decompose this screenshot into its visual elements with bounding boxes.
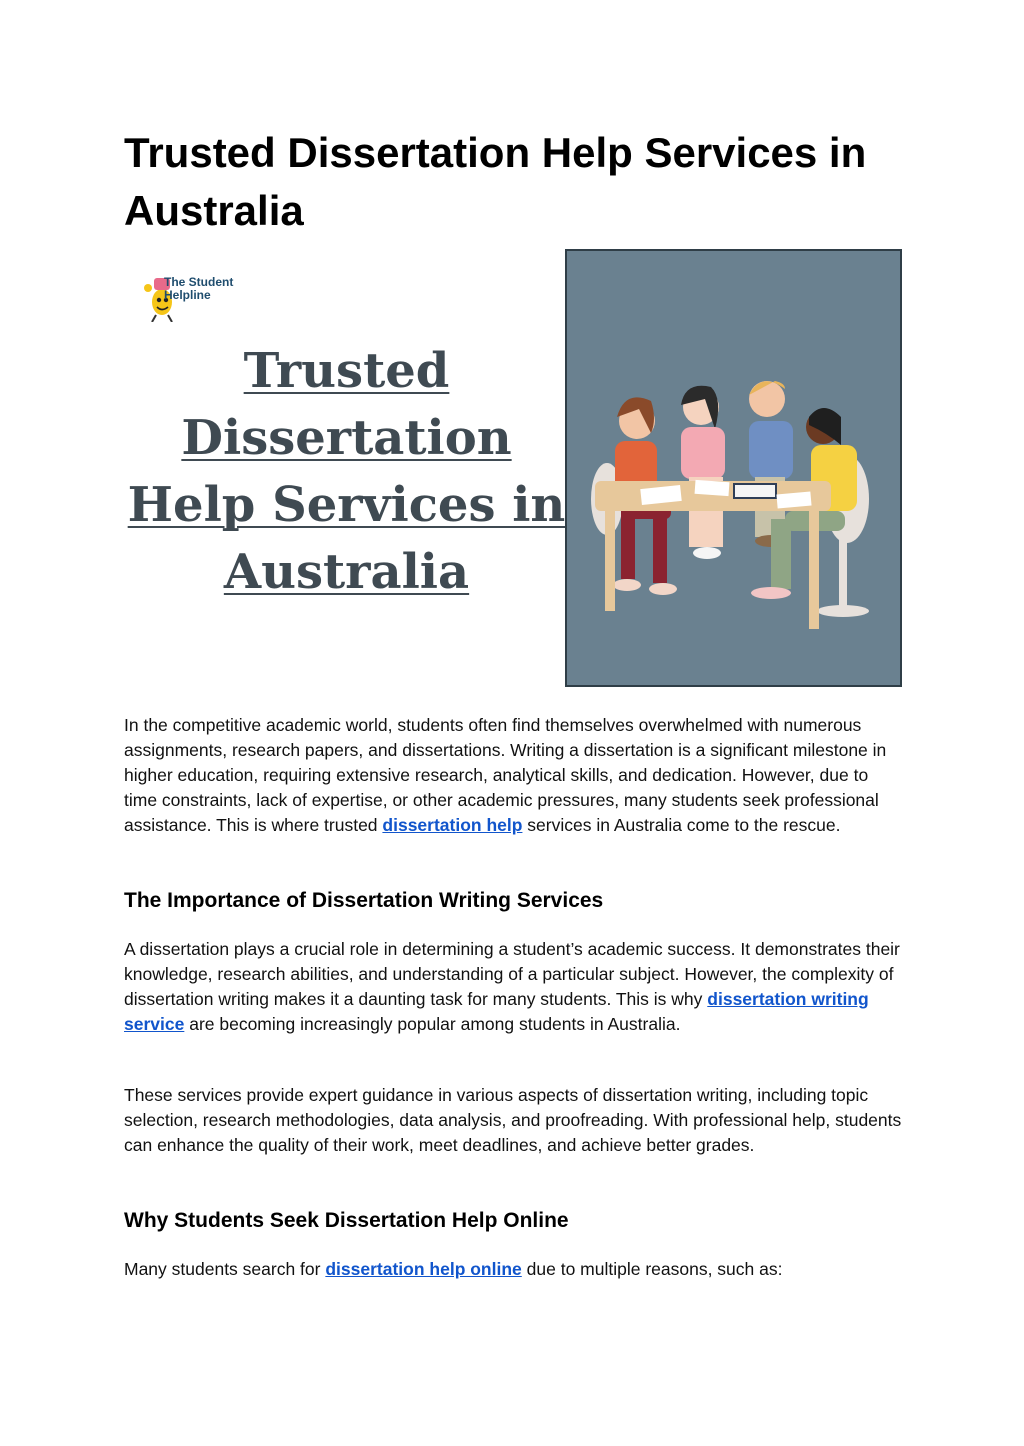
section-heading-importance: The Importance of Dissertation Writing Services bbox=[124, 889, 604, 912]
dissertation-help-link[interactable]: dissertation help bbox=[382, 815, 523, 835]
why-online-paragraph bbox=[124, 1257, 904, 1282]
why-online-text-start: Many students search for bbox=[124, 1259, 326, 1279]
intro-text-start: In the competitive academic world, students often find themselves overwhelmed with numerous assignments, research papers, and dissertations. Writing a dissertation is a significant milestone in higher education, requiring extensive research, analytical skills, and dedication. However, due to time constraints, lack of expertise, or other academic pressures, many students seek professional assistance. This is where trusted bbox=[124, 715, 887, 835]
dissertation-help-online-link[interactable]: dissertation help online bbox=[325, 1259, 522, 1279]
importance-paragraph-2: These services provide expert guidance in various aspects of dissertation writing, including topic selection, research methodologies, data analysis, and proofreading. With professional help, students can enhance the quality of their work, meet deadlines, and achieve better grades. bbox=[124, 1085, 902, 1155]
section-heading-why-online: Why Students Seek Dissertation Help Online bbox=[124, 1209, 569, 1232]
logo-text-line1: The Student bbox=[164, 275, 234, 289]
importance-paragraph-1 bbox=[124, 937, 904, 1037]
logo-text bbox=[164, 276, 233, 302]
intro-text-end: services in Australia come to the rescue. bbox=[522, 815, 841, 835]
dissertation-writing-service-link[interactable]: dissertation writing service bbox=[124, 989, 869, 1034]
banner-title: Trusted Dissertation Help Services in Australia bbox=[127, 343, 566, 600]
logo-text-line2: Helpline bbox=[164, 288, 211, 302]
banner-image bbox=[124, 248, 904, 688]
why-online-text-end: due to multiple reasons, such as: bbox=[521, 1259, 783, 1279]
students-studying-illustration bbox=[565, 249, 902, 687]
importance-text-end: are becoming increasingly popular among students in Australia. bbox=[184, 1014, 681, 1034]
intro-paragraph bbox=[124, 713, 904, 838]
page-title: Trusted Dissertation Help Services in Australia bbox=[124, 129, 867, 234]
importance-text-start: A dissertation plays a crucial role in determining a student’s academic success. It demonstrates their knowledge, research abilities, and understanding of a particular subject. However, the complexity of dissertation writing makes it a daunting task for many students. This is why bbox=[124, 939, 900, 1009]
